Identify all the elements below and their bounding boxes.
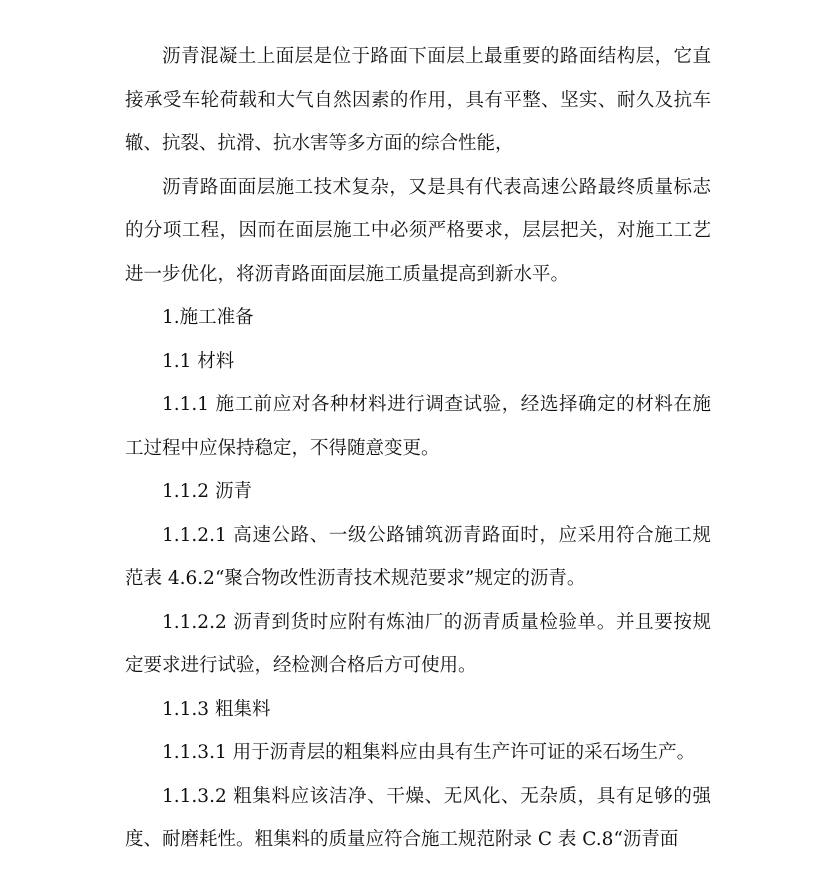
section-heading-1-1-2: 1.1.2 沥青 — [162, 481, 252, 502]
section-heading-1-1: 1.1 材料 — [162, 350, 235, 372]
document-body — [125, 35, 711, 862]
section-heading-1: 1.施工准备 — [162, 307, 254, 328]
paragraph-intro-1: 沥青混凝土上面层是位于路面下面层上最重要的路面结构层，它直接承受车轮荷载和大气自然因素的作用，具有平整、坚实、耐久及抗车辙、抗裂、抗滑、抗水害等多方面的综合性能， — [125, 46, 711, 154]
section-heading-1-1-3: 1.1.3 粗集料 — [162, 698, 271, 720]
paragraph-intro-2: 沥青路面面层施工技术复杂，又是具有代表高速公路最终质量标志的分项工程，因而在面层施工中必须严格要求，层层把关，对施工工艺进一步优化，将沥青路面面层施工质量提高到新水平。 — [125, 176, 711, 285]
paragraph-1-1-2-2: 1.1.2.2 沥青到货时应附有炼油厂的沥青质量检验单。并且要按规定要求进行试验，经检测合格后方可使用。 — [125, 611, 711, 676]
paragraph-1-1-1: 1.1.1 施工前应对各种材料进行调查试验，经选择确定的材料在施工过程中应保持稳定，不得随意变更。 — [125, 394, 711, 459]
paragraph-1-1-2-1: 1.1.2.1 高速公路、一级公路铺筑沥青路面时，应采用符合施工规范表 4.6.2“聚合物改性沥青技术规范要求”规定的沥青。 — [125, 524, 711, 589]
paragraph-1-1-3-1: 1.1.3.1 用于沥青层的粗集料应由具有生产许可证的采石场生产。 — [162, 742, 696, 763]
paragraph-1-1-3-2: 1.1.3.2 粗集料应该洁净、干燥、无风化、无杂质，具有足够的强度、耐磨耗性。粗集料的质量应符合施工规范附录 C 表 C.8“沥青面 — [125, 785, 711, 850]
